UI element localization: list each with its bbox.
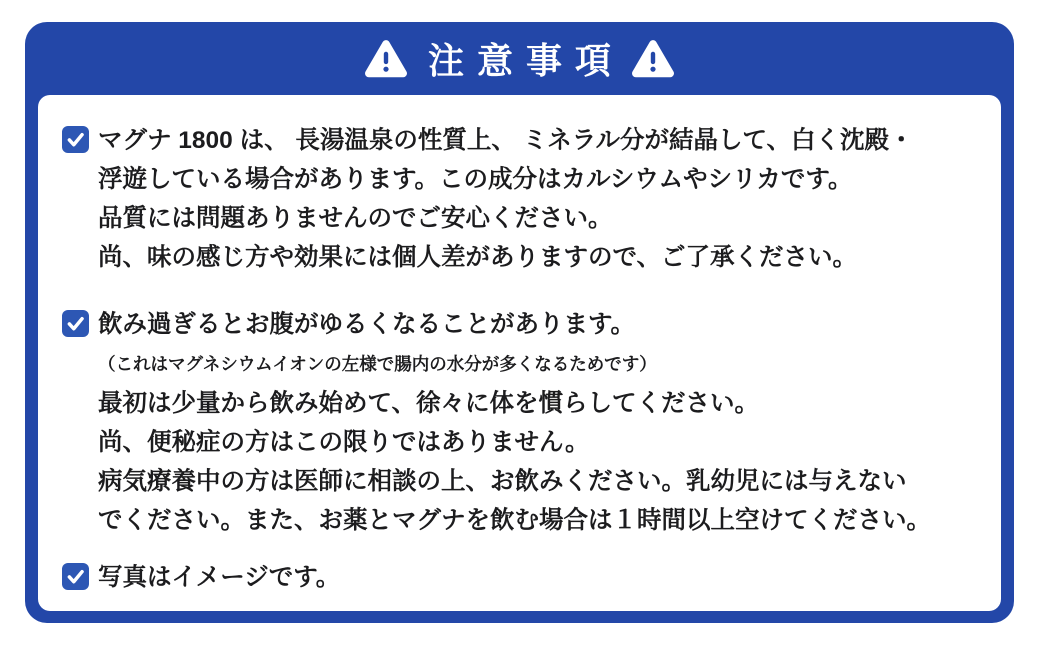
- warning-triangle-icon: [364, 39, 408, 79]
- notice-line: 浮遊している場合があります。この成分はカルシウムやシリカです。: [98, 166, 853, 193]
- notice-line: 最初は少量から飲み始めて、徐々に体を慣らしてください。: [98, 390, 760, 417]
- notice-line: 品質には問題ありませんのでご安心ください。: [98, 205, 613, 232]
- notice-note-line: （これはマグネシウムイオンの左様で腸内の水分が多くなるためです）: [98, 354, 657, 374]
- notice-panel: [25, 22, 1014, 623]
- notice-line: 写真はイメージです。: [98, 564, 341, 591]
- notice-item: [62, 558, 991, 597]
- notice-text-block: [98, 305, 931, 540]
- checkbox-icon: [62, 126, 89, 153]
- notice-text-block: [98, 121, 914, 277]
- panel-header: [25, 22, 1014, 95]
- panel-title: 注意事項: [428, 40, 624, 81]
- notice-line: 尚、味の感じ方や効果には個人差がありますので、ご了承ください。: [98, 244, 858, 271]
- notice-text-block: [98, 558, 340, 597]
- notice-line: マグナ 1800 は、 長湯温泉の性質上、 ミネラル分が結晶して、白く沈殿・: [98, 127, 914, 154]
- notice-line: 飲み過ぎるとお腹がゆるくなることがあります。: [98, 311, 636, 338]
- notice-line: でください。また、お薬とマグナを飲む場合は１時間以上空けてください。: [98, 507, 931, 534]
- notice-item: [62, 305, 991, 540]
- warning-triangle-icon: [631, 39, 675, 79]
- notice-line: 尚、便秘症の方はこの限りではありません。: [98, 429, 590, 456]
- notice-content: [38, 95, 1001, 611]
- notice-item: [62, 121, 991, 277]
- checkbox-icon: [62, 563, 89, 590]
- checkbox-icon: [62, 310, 89, 337]
- notice-line: 病気療養中の方は医師に相談の上、お飲みください。乳幼児には与えない: [98, 468, 907, 495]
